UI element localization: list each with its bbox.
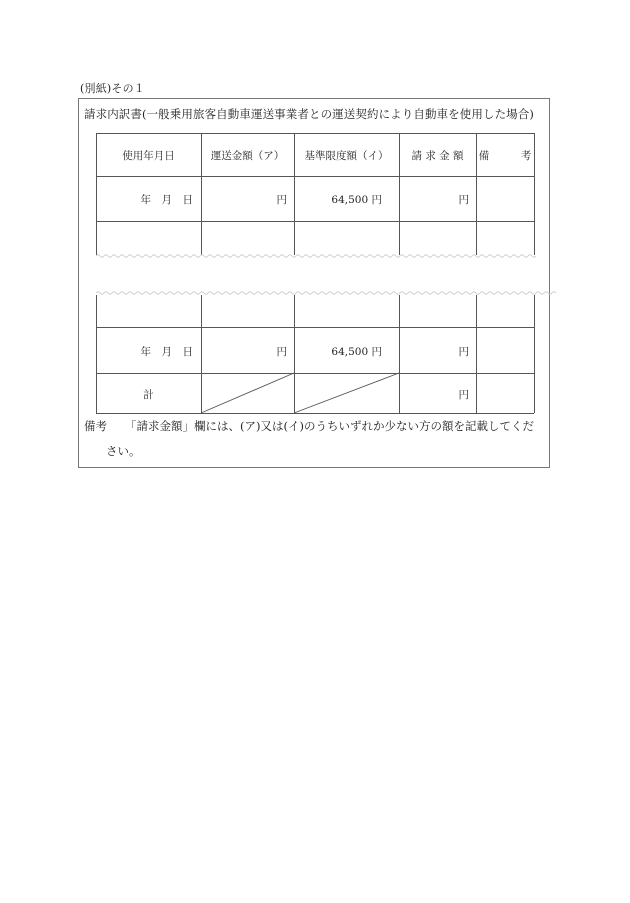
header-remarks: 備 考 — [478, 150, 532, 162]
wavy-break-line-top — [96, 255, 536, 258]
row1-date: 年 月 日 — [140, 194, 193, 206]
row-last-claim-amount: 円 — [458, 346, 469, 358]
header-transport-amount: 運送金額（ア） — [210, 150, 285, 162]
total-claim-amount: 円 — [458, 389, 469, 401]
row-last-transport-amount: 円 — [276, 346, 287, 358]
diagonal-slash — [294, 373, 399, 413]
remarks-text-line2: さい。 — [106, 444, 141, 458]
row-last-limit-amount: 64,500 円 — [331, 346, 382, 358]
row-last-date: 年 月 日 — [140, 346, 193, 358]
row1-limit-amount: 64,500 円 — [331, 194, 382, 206]
remarks-note — [84, 418, 534, 434]
row1-claim-amount: 円 — [458, 194, 469, 206]
wavy-break-line-bottom — [96, 292, 556, 295]
remarks-text-line1: 「請求金額」欄には、(ア)又は(イ)のうちいずれか少ない方の額を記載してくだ — [125, 419, 534, 433]
remarks-label: 備考 — [84, 419, 107, 433]
header-usage-date: 使用年月日 — [122, 150, 175, 162]
header-limit-amount: 基準限度額（イ） — [304, 150, 389, 162]
row1-transport-amount: 円 — [276, 194, 287, 206]
document-title: 請求内訳書(一般乗用旅客自動車運送事業者との運送契約により自動車を使用した場合) — [84, 107, 534, 121]
diagonal-slash — [201, 373, 294, 413]
header-claim-amount: 請 求 金 額 — [411, 150, 464, 162]
total-label: 計 — [143, 389, 154, 401]
attachment-caption: (別紙)その１ — [80, 82, 145, 95]
